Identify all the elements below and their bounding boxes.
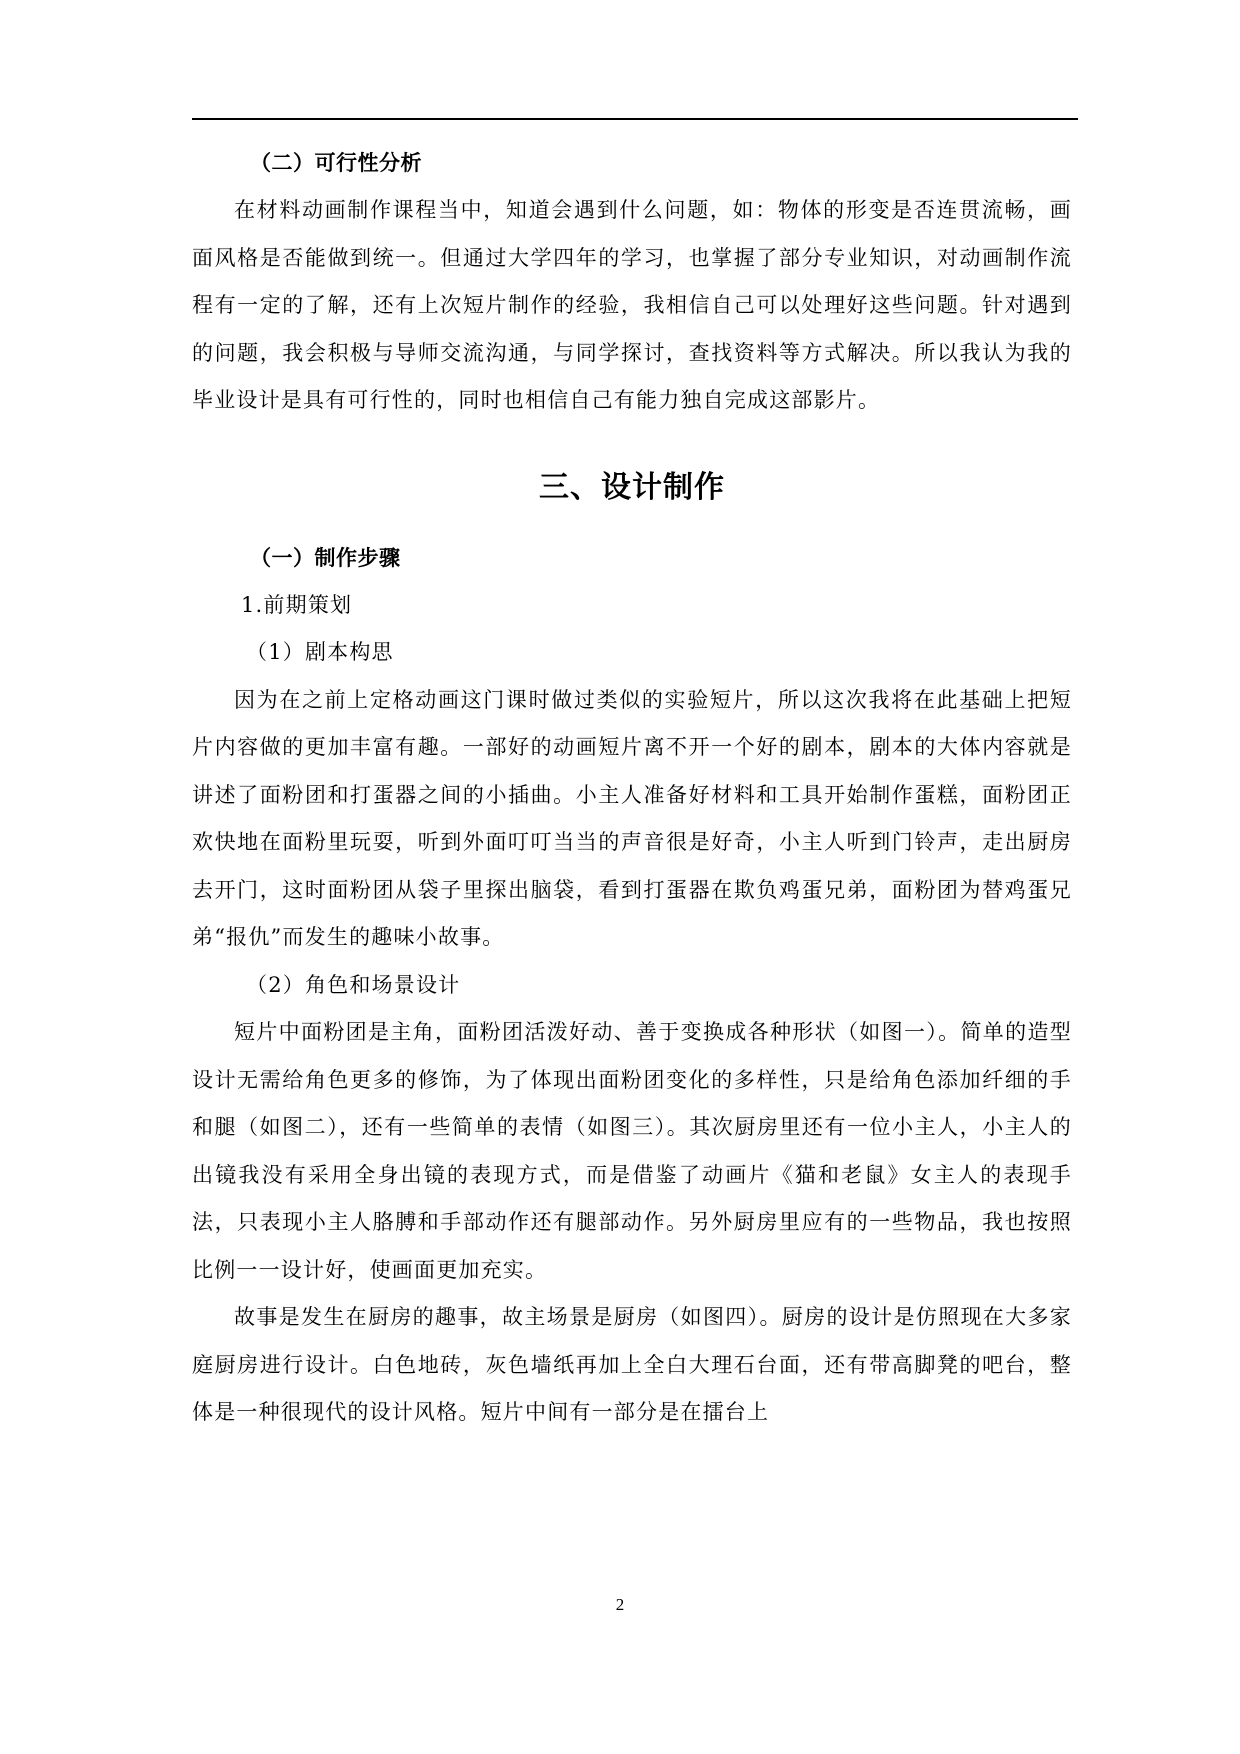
- character-design-paragraph: 短片中面粉团是主角，面粉团活泼好动、善于变换成各种形状（如图一）。简单的造型设计无需给角色更多的修饰，为了体现出面粉团变化的多样性，只是给角色添加纤细的手和腿（如图二），还有一些简单的表情（如图三）。其次厨房里还有一位小主人，小主人的出镜我没有采用全身出镜的表现方式，而是借鉴了动画片《猫和老鼠》女主人的表现手法，只表现小主人胳膊和手部动作还有腿部动作。另外厨房里应有的一些物品，我也按照比例一一设计好，使画面更加充实。: [192, 1020, 1072, 1282]
- feasibility-paragraph: 在材料动画制作课程当中，知道会遇到什么问题，如：物体的形变是否连贯流畅，画面风格是否能做到统一。但通过大学四年的学习，也掌握了部分专业知识，对动画制作流程有一定的了解，还有上次短片制作的经验，我相信自己可以处理好这些问题。针对遇到的问题，我会积极与导师交流沟通，与同学探讨，查找资料等方式解决。所以我认为我的毕业设计是具有可行性的，同时也相信自己有能力独自完成这部影片。: [192, 198, 1072, 412]
- scene-design-paragraph: 故事是发生在厨房的趣事，故主场景是厨房（如图四）。厨房的设计是仿照现在大多家庭厨房进行设计。白色地砖，灰色墙纸再加上全白大理石台面，还有带高脚凳的吧台，整体是一种很现代的设计风格。短片中间有一部分是在擂台上: [192, 1305, 1072, 1424]
- header-rule: [192, 118, 1078, 120]
- page-number: 2: [615, 1595, 625, 1614]
- subitem-design: （2）角色和场景设计: [246, 972, 461, 997]
- section-heading-steps: （一）制作步骤: [250, 545, 401, 570]
- chapter-title: 三、设计制作: [539, 469, 725, 505]
- section-heading-feasibility: （二）可行性分析: [250, 151, 422, 175]
- item-preplanning: 1.前期策划: [241, 592, 353, 617]
- subitem-script: （1）剧本构思: [246, 640, 394, 664]
- script-paragraph: 因为在之前上定格动画这门课时做过类似的实验短片，所以这次我将在此基础上把短片内容做的更加丰富有趣。一部好的动画短片离不开一个好的剧本，剧本的大体内容就是讲述了面粉团和打蛋器之间的小插曲。小主人准备好材料和工具开始制作蛋糕，面粉团正欢快地在面粉里玩耍，听到外面叮叮当当的声音很是好奇，小主人听到门铃声，走出厨房去开门，这时面粉团从袋子里探出脑袋，看到打蛋器在欺负鸡蛋兄弟，面粉团为替鸡蛋兄弟“报仇”而发生的趣味小故事。: [192, 687, 1072, 949]
- page-body: [192, 140, 1072, 1437]
